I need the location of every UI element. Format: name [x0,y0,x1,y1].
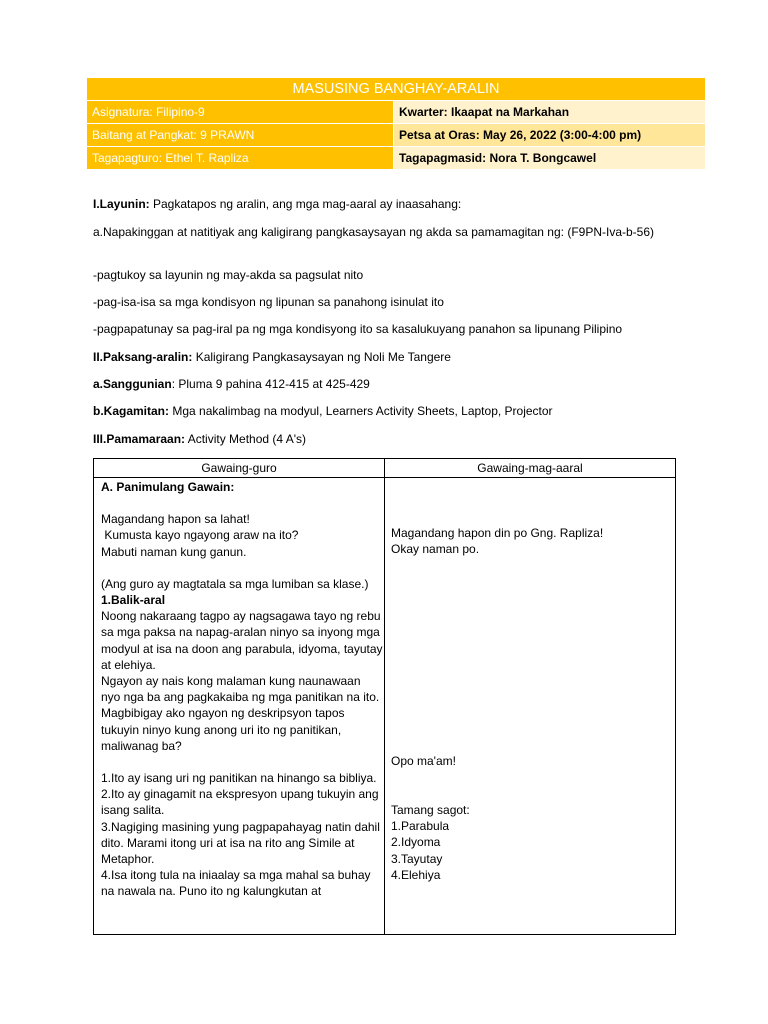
kagamitan-text: Mga nakalimbag na modyul, Learners Activity Sheets, Laptop, Projector [169,404,553,418]
balik-aral-heading: 1.Balik-aral [101,593,166,608]
student-greeting-1: Magandang hapon din po Gng. Rapliza! [391,526,604,540]
greeting-3: Mabuti naman kung ganun. [101,544,247,559]
question-1: 1.Ito ay isang uri ng panitikan na hinango sa bibliya. [101,771,377,786]
grade-section-cell: Baitang at Pangkat: 9 PRAWN [87,124,394,146]
header-row-subject [87,101,705,124]
student-greeting-block [391,525,671,557]
subject-cell: Asignatura: Filipino-9 [87,101,394,123]
balik-aral-paragraph-2: Ngayon ay nais kong malaman kung naunawaan nyo nga ba ang pagkakaiba ng mga panitikan na ito. Magbibigay ako ngayon ng deskripsyon tapos tukuyin ninyo kung anong uri ito ng panitikan, maliwanag ba? [101,674,380,753]
attendance-note: (Ang guro ay magtatala sa mga lumiban sa klase.) [101,576,369,591]
layunin-text: Pagkatapos ng aralin, ang mga mag-aaral ay inaasahang: [149,197,462,211]
student-greeting-2: Okay naman po. [391,542,480,557]
student-answers-block [391,802,671,883]
student-response-opo: Opo ma'am! [391,754,456,768]
sanggunian-line [93,377,678,392]
teacher-cell: Tagapagturo: Ethel T. Rapliza [87,147,394,169]
greeting-2: Kumusta kayo ngayong araw na ito? [101,528,299,543]
header-row-section [87,124,705,147]
lesson-plan-header-table [87,78,705,170]
answer-2: 2.Idyoma [391,835,441,850]
question-2: 2.Ito ay ginagamit na ekspresyon upang tukuyin ang isang salita. [101,787,379,818]
observer-cell: Tagapagmasid: Nora T. Bongcawel [394,147,705,169]
objective-a: a.Napakinggan at natitiyak ang kaligirang pangkasaysayan ng akda sa pamamagitan ng: (F9PN-Iva-b-56) [93,225,654,239]
student-activity-header: Gawaing-mag-aaral [477,461,583,475]
header-divider [94,477,675,478]
objective-2: -pag-isa-isa sa mga kondisyon ng lipunan sa panahong isinulat ito [93,295,444,309]
question-3: 3.Nagiging masining yung pagpapahayag natin dahil dito. Marami itong uri at isa na rito ang Simile at Metaphor. [101,819,380,867]
quarter-cell: Kwarter: Ikaapat na Markahan [394,101,705,123]
paksa-label: II.Paksang-aralin: [93,350,193,364]
objective-3: -pagpapatunay sa pag-iral pa ng mga kondisyong ito sa kasalukuyang panahon sa lipunang Pilipino [93,322,623,336]
answers-heading: Tamang sagot: [391,803,470,817]
kagamitan-line [93,404,678,419]
paksa-text: Kaligirang Pangkasaysayan ng Noli Me Tangere [192,350,451,364]
objective-1: -pagtukoy sa layunin ng may-akda sa pagsulat nito [93,268,364,282]
lesson-plan-title: MASUSING BANGHAY-ARALIN [87,78,705,101]
pamamaraan-label: III.Pamamaraan: [93,432,186,446]
teacher-activity-header: Gawaing-guro [201,461,277,475]
header-row-teacher [87,147,705,170]
pamamaraan-line [93,432,678,447]
teacher-activity-column [101,479,383,900]
activity-table [93,458,676,935]
greeting-1: Magandang hapon sa lahat! [101,512,250,527]
section-a-heading: A. Panimulang Gawain: [101,480,235,494]
sanggunian-label: a.Sanggunian [93,377,172,391]
kagamitan-label: b.Kagamitan: [93,404,170,418]
column-divider [384,459,385,934]
pamamaraan-text: Activity Method (4 A's) [185,432,307,446]
layunin-label: I.Layunin: [93,197,150,211]
balik-aral-paragraph-1: Noong nakaraang tagpo ay nagsagawa tayo ng rebu sa mga paksa na napag-aralan ninyo sa inyong mga modyul at isa na doon ang parabula, idyoma, tayutay at elehiya. [101,609,383,672]
answer-3: 3.Tayutay [391,851,443,866]
question-4: 4.Isa itong tula na iniaalay sa mga mahal sa buhay na nawala na. Puno ito ng kalungkutan at [101,868,371,899]
sanggunian-text: : Pluma 9 pahina 412-415 at 425-429 [171,377,370,391]
answer-1: 1.Parabula [391,819,450,834]
layunin-line [93,197,678,212]
date-time-cell: Petsa at Oras: May 26, 2022 (3:00-4:00 pm) [394,124,705,146]
paksa-line [93,350,678,365]
answer-4: 4.Elehiya [391,867,441,882]
